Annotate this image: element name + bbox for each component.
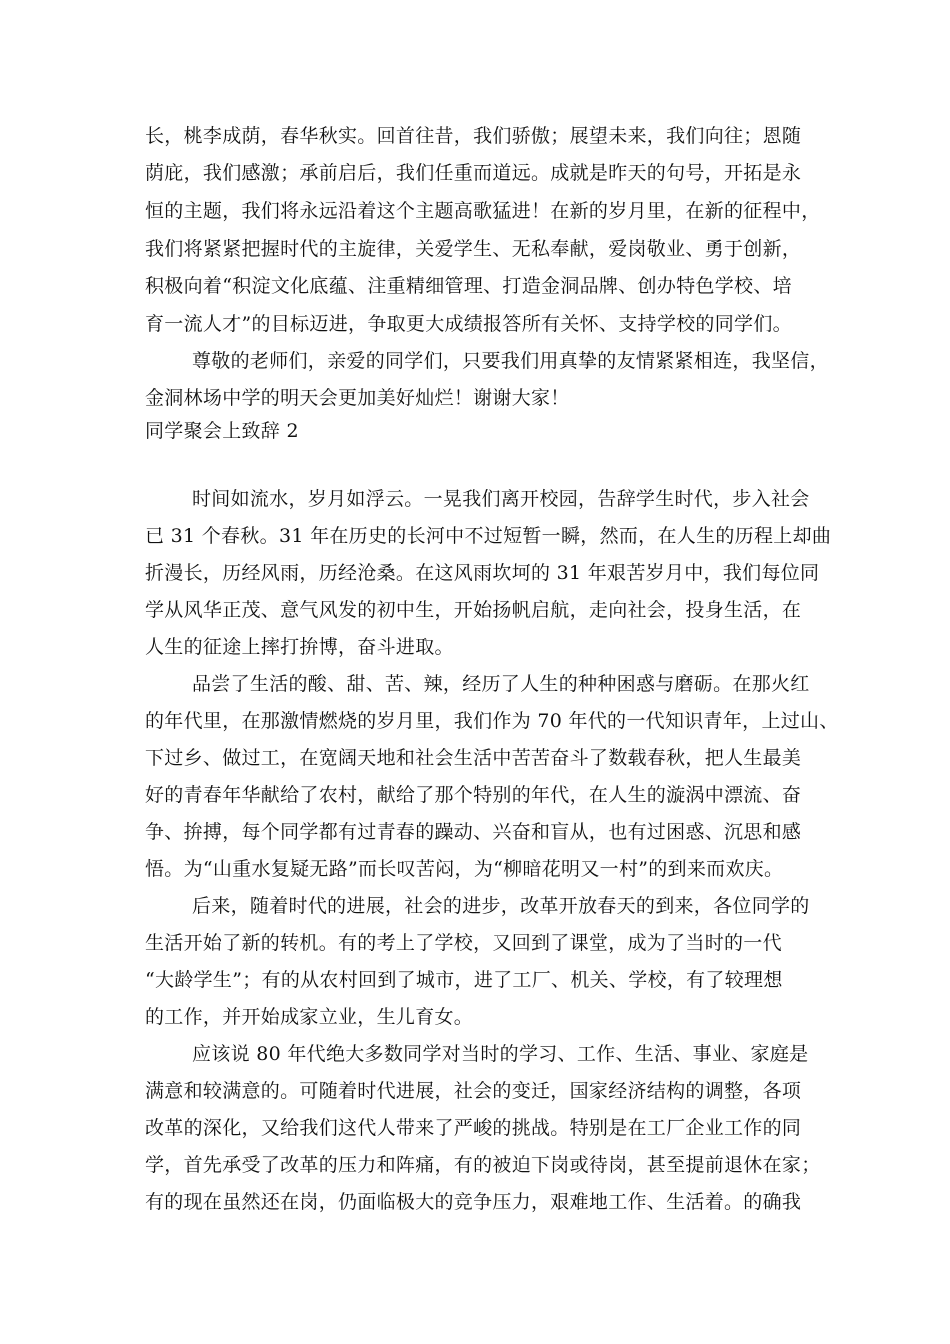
text-line: 应该说 80 年代绝大多数同学对当时的学习、工作、生活、事业、家庭是	[192, 1043, 809, 1065]
text-line: 的年代里，在那激情燃烧的岁月里，我们作为 70 年代的一代知识青年，上过山、	[145, 710, 839, 732]
text-line: 折漫长，历经风雨，历经沧桑。在这风雨坎坷的 31 年艰苦岁月中，我们每位同	[145, 562, 820, 584]
text-line: 改革的深化，又给我们这代人带来了严峻的挑战。特别是在工厂企业工作的同	[145, 1117, 802, 1139]
text-line: 满意和较满意的。可随着时代进展，社会的变迁，国家经济结构的调整，各项	[145, 1080, 802, 1102]
text-line: 后来，随着时代的进展，社会的进步，改革开放春天的到来，各位同学的	[192, 895, 810, 917]
text-line: 积极向着“积淀文化底蕴、注重精细管理、打造金洞品牌、创办特色学校、培	[145, 275, 792, 297]
text-line: 荫庇，我们感激；承前启后，我们任重而道远。成就是昨天的句号，开拓是永	[145, 162, 802, 184]
text-line: 品尝了生活的酸、甜、苦、辣，经历了人生的种种困惑与磨砺。在那火红	[192, 673, 810, 695]
text-line: 争、拚搏，每个同学都有过青春的躁动、兴奋和盲从，也有过困惑、沉思和感	[145, 821, 802, 843]
text-line: 长，桃李成荫，春华秋实。回首往昔，我们骄傲；展望未来，我们向往；恩随	[145, 125, 802, 147]
text-line: 下过乡、做过工，在宽阔天地和社会生活中苦苦奋斗了数载春秋，把人生最美	[145, 747, 802, 769]
text-line: 已 31 个春秋。31 年在历史的长河中不过短暂一瞬，然而，在人生的历程上却曲	[145, 525, 832, 547]
text-line: 学，首先承受了改革的压力和阵痛，有的被迫下岗或待岗，甚至提前退休在家；	[145, 1154, 821, 1176]
text-line: 有的现在虽然还在岗，仍面临极大的竞争压力，艰难地工作、生活着。的确我	[145, 1191, 802, 1213]
text-line: 人生的征途上摔打拚博，奋斗进取。	[145, 636, 454, 658]
text-line: “大龄学生”；有的从农村回到了城市，进了工厂、机关、学校，有了较理想	[145, 969, 783, 991]
text-line: 尊敬的老师们，亲爱的同学们，只要我们用真挚的友情紧紧相连，我坚信，	[192, 350, 829, 372]
text-line: 的工作，并开始成家立业，生儿育女。	[145, 1006, 474, 1028]
text-line: 时间如流水，岁月如浮云。一晃我们离开校园，告辞学生时代，步入社会	[192, 488, 810, 510]
text-line: 悟。为“山重水复疑无路”而长叹苦闷，为“柳暗花明又一村”的到来而欢庆。	[145, 858, 784, 880]
text-line: 我们将紧紧把握时代的主旋律，关爱学生、无私奉献，爱岗敬业、勇于创新，	[145, 238, 802, 260]
text-line: 好的青春年华献给了农村，献给了那个特别的年代，在人生的漩涡中漂流、奋	[145, 784, 802, 806]
text-line: 生活开始了新的转机。有的考上了学校，又回到了课堂，成为了当时的一代	[145, 932, 782, 954]
section-heading: 同学聚会上致辞 2	[145, 420, 299, 442]
text-line: 育一流人才”的目标迈进，争取更大成绩报答所有关怀、支持学校的同学们。	[145, 313, 792, 335]
text-line: 金洞林场中学的明天会更加美好灿烂！谢谢大家！	[145, 387, 570, 409]
text-line: 恒的主题，我们将永远沿着这个主题高歌猛进！在新的岁月里，在新的征程中，	[145, 200, 821, 222]
text-line: 学从风华正茂、意气风发的初中生，开始扬帆启航，走向社会，投身生活，在	[145, 599, 802, 621]
